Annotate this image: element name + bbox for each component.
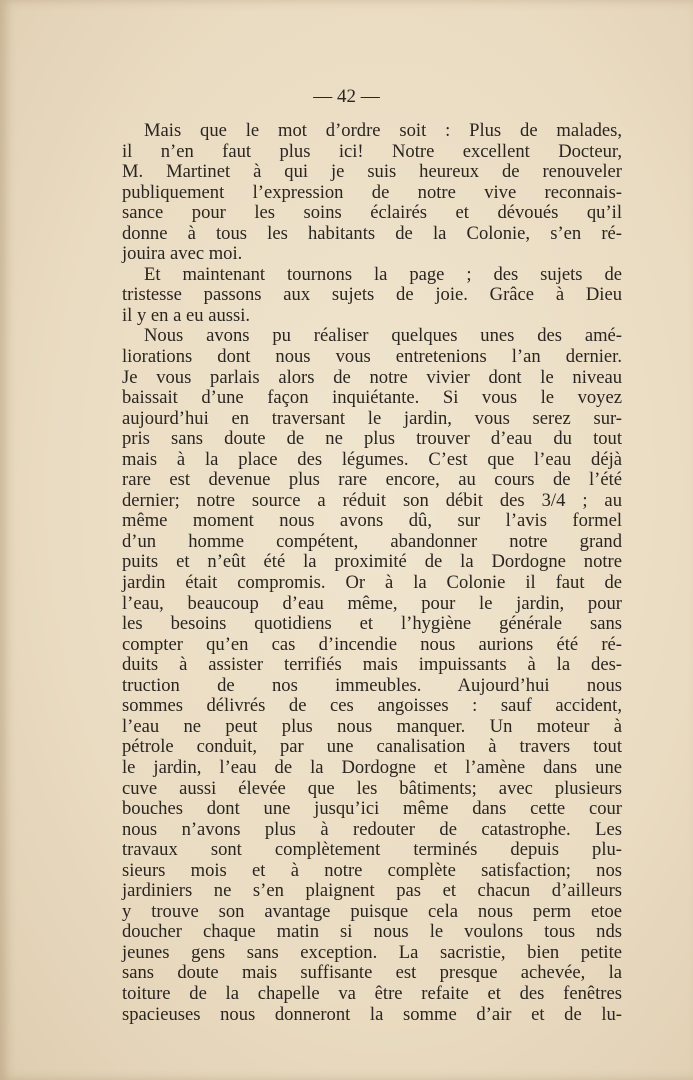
text-line: le jardin, l’eau de la Dordogne et l’amène dans une [122, 756, 622, 778]
text-line: M. Martinet à qui je suis heureux de renouveler [122, 161, 622, 183]
text-line: nous n’avons plus à redouter de catastrophe. Les [122, 818, 622, 840]
text-line: liorations dont nous vous entretenions l’an dernier. [122, 346, 622, 368]
text-line: compter qu’en cas d’incendie nous aurions été ré- [122, 633, 622, 655]
text-line: puits et n’eût été la proximité de la Dordogne notre [122, 551, 622, 573]
text-line: il y en a eu aussi. [122, 304, 251, 326]
text-line: dernier; notre source a réduit son débit des 3/4 ; au [122, 489, 622, 511]
text-line: Nous avons pu réaliser quelques unes des amé- [144, 325, 622, 347]
text-line: même moment nous avons dû, sur l’avis formel [122, 510, 622, 532]
text-line: publiquement l’expression de notre vive reconnais- [122, 181, 622, 203]
text-line: travaux sont complètement terminés depuis plu- [122, 839, 622, 861]
text-line: bouches dont une jusqu’ici même dans cette cour [122, 798, 622, 820]
text-line: tristesse passons aux sujets de joie. Grâce à Dieu [122, 284, 622, 306]
page-number: — 42 — [313, 86, 380, 107]
text-line: jeunes gens sans exception. La sacristie, bien petite [122, 941, 622, 963]
text-line: l’eau ne peut plus nous manquer. Un moteur à [122, 715, 622, 737]
text-line: truction de nos immeubles. Aujourd’hui nous [122, 674, 622, 696]
text-line: Et maintenant tournons la page ; des sujets de [144, 263, 622, 285]
text-line: cuve aussi élevée que les bâtiments; avec plusieurs [122, 777, 622, 799]
text-line: toiture de la chapelle va être refaite et des fenêtres [122, 982, 622, 1004]
text-line: Je vous parlais alors de notre vivier dont le niveau [122, 366, 622, 388]
text-line: duits à assister terrifiés mais impuissants à la des- [122, 654, 622, 676]
text-line: mais à la place des légumes. C’est que l’eau déjà [122, 448, 622, 470]
text-line: jardin était compromis. Or à la Colonie il faut de [122, 572, 622, 594]
body-text [122, 121, 622, 1025]
text-line: pris sans doute de ne plus trouver d’eau du tout [122, 428, 622, 450]
text-line: sommes délivrés de ces angoisses : sauf accident, [122, 695, 622, 717]
text-line: aujourd’hui en traversant le jardin, vous serez sur- [122, 407, 622, 429]
text-line: les besoins quotidiens et l’hygiène générale sans [122, 613, 622, 635]
text-line: rare est devenue plus rare encore, au cours de l’été [122, 469, 622, 491]
text-line: d’un homme compétent, abandonner notre grand [122, 530, 622, 552]
text-line: Mais que le mot d’ordre soit : Plus de malades, [144, 120, 622, 141]
text-line: sance pour les soins éclairés et dévoués qu’il [122, 202, 622, 224]
text-line: pétrole conduit, par une canalisation à travers tout [122, 736, 622, 758]
text-line: jouira avec moi. [122, 243, 243, 265]
text-line: sieurs mois et à notre complète satisfaction; nos [122, 859, 622, 881]
text-line: il n’en faut plus ici! Notre excellent Docteur, [122, 140, 622, 162]
text-line: baissait d’une façon inquiétante. Si vous le voyez [122, 387, 622, 409]
text-line: spacieuses nous donneront la somme d’air et de lu- [122, 1003, 622, 1025]
text-line: sans doute mais suffisante est presque achevée, la [122, 962, 622, 984]
text-line: donne à tous les habitants de la Colonie, s’en ré- [122, 222, 622, 244]
text-line: y trouve son avantage puisque cela nous perm etoe [122, 900, 622, 922]
text-line: l’eau, beaucoup d’eau même, pour le jardin, pour [122, 592, 622, 614]
text-line: doucher chaque matin si nous le voulons tous nds [122, 921, 622, 943]
text-line: jardiniers ne s’en plaignent pas et chacun d’ailleurs [122, 880, 622, 902]
